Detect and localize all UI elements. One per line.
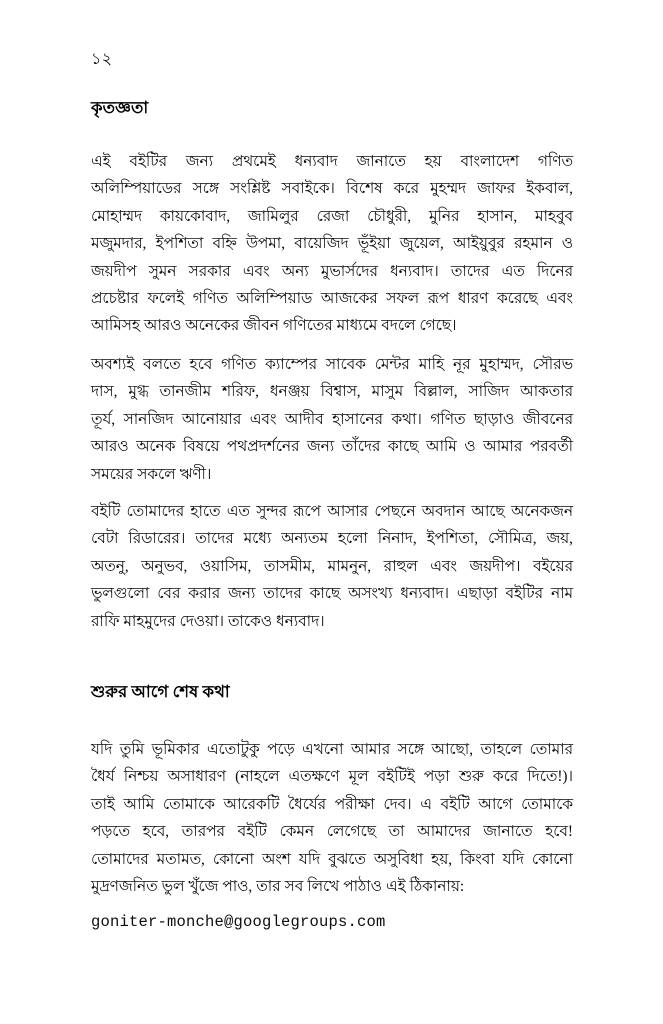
text-line: মোহাম্মদ কায়কোবাদ, জামিলুর রেজা চৌধুরী, মুনির হাসান, মাহবুব	[91, 207, 573, 225]
text-line: ভুলগুলো বের করার জন্য তাদের কাছে অসংখ্য ধন্যবাদ। এছাড়া বইটির নাম	[91, 585, 573, 603]
text-line: মুদ্রণজনিত ভুল খুঁজে পাও, তার সব লিখে পাঠাও এই ঠিকানায়:	[91, 878, 465, 896]
text-line: বেটা রিডারের। তাদের মধ্যে অন্যতম হলো নিনাদ, ইপশিতা, সৌমিত্র, জয়,	[91, 530, 573, 548]
text-line: আরও অনেক বিষয়ে পথপ্রদর্শনের জন্য তাঁদের কাছে আমি ও আমার পরবর্তী	[91, 438, 573, 456]
text-line: পড়তে হবে, তারপর বইটি কেমন লেগেছে তা আমাদের জানাতে হবে!	[91, 823, 573, 841]
text-line: এই বইটির জন্য প্রথমেই ধন্যবাদ জানাতে হয় বাংলাদেশ গণিত	[91, 153, 573, 170]
paragraph-final-1	[91, 736, 573, 900]
text-line: যদি তুমি ভূমিকার এতোটুকু পড়ে এখনো আমার সঙ্গে আছো, তাহলে তোমার	[91, 741, 573, 758]
text-line: রাফি মাহমুদের দেওয়া। তাকেও ধন্যবাদ।	[91, 612, 325, 630]
text-line: প্রচেষ্টার ফলেই গণিত অলিম্পিয়াড আজকের সফল রূপ ধারণ করেছে এবং	[91, 290, 573, 308]
text-line: বইটি তোমাদের হাতে এত সুন্দর রূপে আসার পেছনে অবদান আছে অনেকজন	[91, 503, 573, 520]
paragraph-ack-1	[91, 148, 573, 340]
contact-email[interactable]: goniter-monche@googlegroups.com	[91, 913, 386, 931]
paragraph-ack-2	[91, 351, 573, 488]
text-line: সময়ের সকলে ঋণী।	[91, 465, 212, 483]
section-heading-final-words: শুরুর আগে শেষ কথা	[91, 682, 230, 701]
text-line: তূর্য, সানজিদ আনোয়ার এবং আদীব হাসানের কথা। গণিত ছাড়াও জীবনের	[91, 410, 573, 428]
paragraph-ack-3	[91, 498, 573, 635]
text-line: অতনু, অনুভব, ওয়াসিম, তাসমীম, মামনুন, রাহুল এবং জয়দীপ। বইয়ের	[91, 557, 573, 575]
section-heading-acknowledgements: কৃতজ্ঞতা	[91, 98, 149, 117]
text-line: অলিম্পিয়াডের সঙ্গে সংশ্লিষ্ট সবাইকে। বিশেষ করে মুহম্মদ জাফর ইকবাল,	[91, 180, 573, 198]
text-line: অবশ্যই বলতে হবে গণিত ক্যাম্পের সাবেক মেন্টর মাহি নূর মুহাম্মদ, সৌরভ	[91, 356, 573, 373]
page-number: ১২	[91, 51, 113, 68]
text-line: মজুমদার, ইপশিতা বহ্নি উপমা, বায়েজিদ ভূঁইয়া জুয়েল, আইয়ুবুর রহমান ও	[91, 235, 573, 253]
text-line: দাস, মুগ্ধ তানজীম শরিফ, ধনঞ্জয় বিশ্বাস, মাসুম বিল্লাল, সাজিদ আকতার	[91, 383, 573, 401]
text-line: তাই আমি তোমাকে আরেকটি ধৈর্যের পরীক্ষা দেব। এ বইটি আগে তোমাকে	[91, 795, 573, 813]
text-line: জয়দীপ সুমন সরকার এবং অন্য মুভার্সদের ধন্যবাদ। তাদের এত দিনের	[91, 262, 573, 280]
text-line: আমিসহ আরও অনেকের জীবন গণিতের মাধ্যমে বদলে গেছে।	[91, 317, 457, 335]
text-line: ধৈর্য নিশ্চয় অসাধারণ (নাহলে এতক্ষণে মূল বইটিই পড়া শুরু করে দিতে!)।	[91, 768, 573, 786]
text-line: তোমাদের মতামত, কোনো অংশ যদি বুঝতে অসুবিধা হয়, কিংবা যদি কোনো	[91, 850, 573, 868]
